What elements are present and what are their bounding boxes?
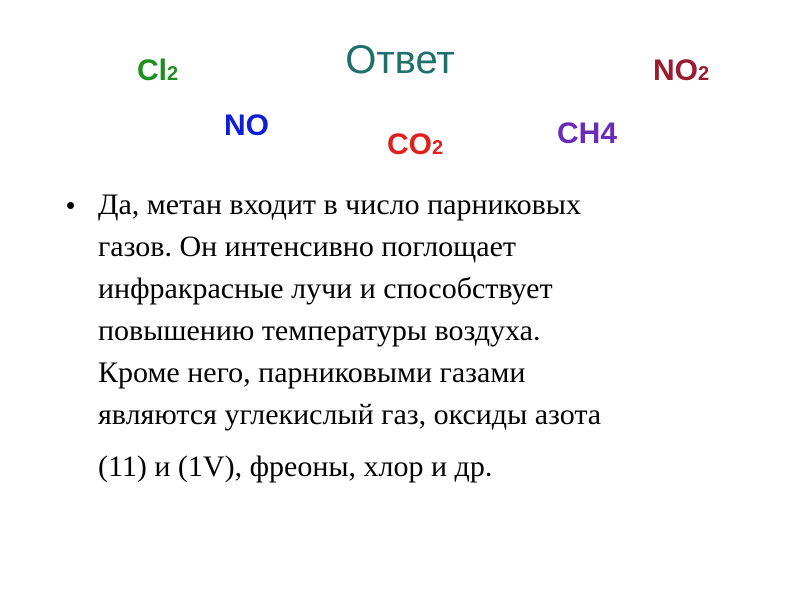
formula-cl2 bbox=[137, 53, 178, 92]
bullet-text bbox=[98, 184, 738, 488]
slide-title: Ответ bbox=[345, 38, 455, 82]
bullet-line: Кроме него, парниковыми газами bbox=[98, 356, 526, 389]
bullet-line: повышению температуры воздуха. bbox=[98, 314, 541, 347]
formula-no2-sub: 2 bbox=[698, 63, 710, 85]
bullet-line: газов. Он интенсивно поглощает bbox=[98, 230, 517, 263]
formula-no2-base: NO bbox=[653, 54, 698, 87]
bullet-line: инфракрасные лучи и способствует bbox=[98, 272, 553, 305]
formula-co2 bbox=[387, 127, 443, 166]
formula-no2 bbox=[653, 53, 709, 92]
formula-ch4-base: CH4 bbox=[557, 117, 618, 150]
formula-co2-base: CO bbox=[387, 128, 432, 161]
formula-cl2-base: Cl bbox=[137, 54, 167, 87]
bullet-line: являются углекислый газ, оксиды азота bbox=[98, 398, 602, 431]
bullet-line: Да, метан входит в число парниковых bbox=[98, 188, 581, 221]
formula-co2-sub: 2 bbox=[432, 137, 444, 159]
formula-cl2-sub: 2 bbox=[167, 63, 179, 85]
bullet-line: (11) и (1V), фреоны, хлор и др. bbox=[98, 450, 493, 483]
formula-ch4 bbox=[557, 116, 617, 152]
bullet-dot: • bbox=[66, 190, 76, 220]
formula-no bbox=[224, 108, 269, 144]
formula-no-base: NO bbox=[224, 109, 269, 142]
